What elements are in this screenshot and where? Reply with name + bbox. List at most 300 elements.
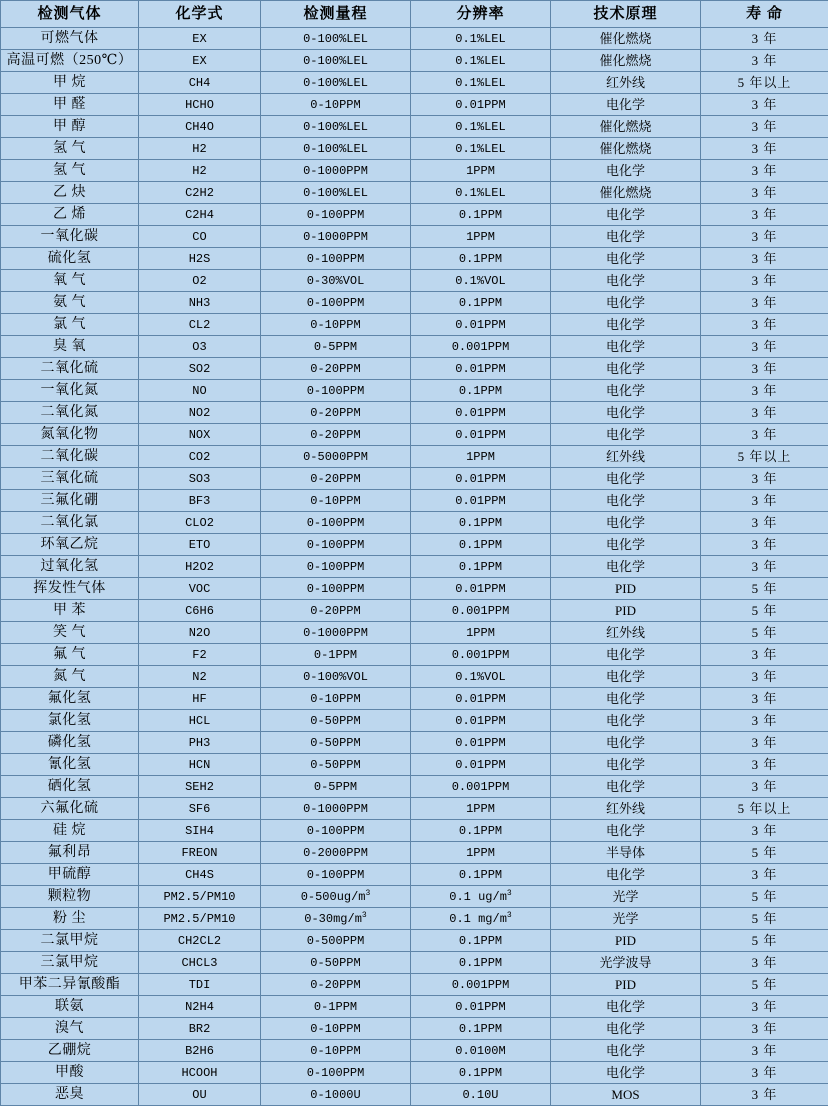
table-row <box>1 512 828 534</box>
cell-range: 0-2000PPM <box>261 842 411 864</box>
cell-resolution: 0.1PPM <box>411 820 551 842</box>
cell-life: 5 年以上 <box>701 72 828 94</box>
cell-formula: H2S <box>139 248 261 270</box>
cell-formula: CH4S <box>139 864 261 886</box>
cell-gas: 氮氧化物 <box>1 424 139 446</box>
cell-range: 0-10PPM <box>261 314 411 336</box>
cell-principle: 电化学 <box>551 754 701 776</box>
table-body <box>1 28 828 1106</box>
cell-gas: 臭 氧 <box>1 336 139 358</box>
cell-gas: 高温可燃（250℃） <box>1 50 139 72</box>
cell-formula: O2 <box>139 270 261 292</box>
cell-formula: N2 <box>139 666 261 688</box>
cell-range: 0-10PPM <box>261 688 411 710</box>
cell-resolution: 0.0100M <box>411 1040 551 1062</box>
table-row <box>1 94 828 116</box>
table-row <box>1 754 828 776</box>
cell-formula: SO3 <box>139 468 261 490</box>
cell-life: 5 年 <box>701 842 828 864</box>
cell-range: 0-100%LEL <box>261 50 411 72</box>
cell-principle: 电化学 <box>551 996 701 1018</box>
cell-life: 3 年 <box>701 1084 828 1106</box>
cell-life: 3 年 <box>701 358 828 380</box>
cell-formula: EX <box>139 50 261 72</box>
cell-gas: 硫化氢 <box>1 248 139 270</box>
cell-range: 0-50PPM <box>261 732 411 754</box>
cell-range: $0-30mg/m^3$ <box>261 908 411 930</box>
cell-gas: 氰化氢 <box>1 754 139 776</box>
cell-gas: 甲苯二异氰酸酯 <box>1 974 139 996</box>
cell-gas: 二氧化氮 <box>1 402 139 424</box>
cell-resolution: 0.01PPM <box>411 490 551 512</box>
table-row <box>1 666 828 688</box>
cell-resolution: 0.01PPM <box>411 358 551 380</box>
table-row <box>1 50 828 72</box>
cell-principle: 半导体 <box>551 842 701 864</box>
cell-principle: 电化学 <box>551 776 701 798</box>
cell-range: 0-1000PPM <box>261 226 411 248</box>
cell-resolution: 0.1PPM <box>411 1018 551 1040</box>
cell-life: 3 年 <box>701 138 828 160</box>
cell-resolution: 0.01PPM <box>411 314 551 336</box>
table-row <box>1 864 828 886</box>
table-row <box>1 578 828 600</box>
cell-principle: 电化学 <box>551 380 701 402</box>
table-row <box>1 380 828 402</box>
table-row <box>1 226 828 248</box>
cell-principle: 电化学 <box>551 688 701 710</box>
cell-life: 3 年 <box>701 820 828 842</box>
table-row <box>1 270 828 292</box>
cell-life: 3 年 <box>701 490 828 512</box>
cell-range: 0-20PPM <box>261 600 411 622</box>
cell-range: 0-1000PPM <box>261 798 411 820</box>
cell-principle: MOS <box>551 1084 701 1106</box>
cell-gas: 过氧化氢 <box>1 556 139 578</box>
column-header-resolution: 分辨率 <box>411 1 551 28</box>
cell-resolution: 0.001PPM <box>411 776 551 798</box>
table-row <box>1 248 828 270</box>
cell-principle: 催化燃烧 <box>551 50 701 72</box>
table-row <box>1 996 828 1018</box>
cell-formula: CL2 <box>139 314 261 336</box>
table-row <box>1 776 828 798</box>
cell-gas: 乙 炔 <box>1 182 139 204</box>
cell-life: 3 年 <box>701 996 828 1018</box>
cell-life: 3 年 <box>701 688 828 710</box>
cell-gas: 二氧化硫 <box>1 358 139 380</box>
cell-life: 5 年 <box>701 578 828 600</box>
cell-formula: F2 <box>139 644 261 666</box>
cell-life: 3 年 <box>701 732 828 754</box>
cell-principle: 红外线 <box>551 622 701 644</box>
cell-resolution: 0.1PPM <box>411 534 551 556</box>
cell-formula: HCN <box>139 754 261 776</box>
table-row <box>1 28 828 50</box>
cell-resolution: 0.1%VOL <box>411 270 551 292</box>
cell-resolution: 0.1PPM <box>411 930 551 952</box>
table-header-row <box>1 1 828 28</box>
cell-formula: C2H2 <box>139 182 261 204</box>
cell-principle: 电化学 <box>551 820 701 842</box>
cell-gas: 一氧化氮 <box>1 380 139 402</box>
cell-range: 0-10PPM <box>261 1018 411 1040</box>
cell-formula: H2O2 <box>139 556 261 578</box>
table-row <box>1 116 828 138</box>
cell-resolution: 0.01PPM <box>411 732 551 754</box>
cell-gas: 联氨 <box>1 996 139 1018</box>
cell-range: 0-100%LEL <box>261 28 411 50</box>
cell-resolution: 0.001PPM <box>411 644 551 666</box>
table-row <box>1 534 828 556</box>
cell-formula: HCL <box>139 710 261 732</box>
cell-resolution: 0.1PPM <box>411 1062 551 1084</box>
cell-resolution: 0.1%LEL <box>411 72 551 94</box>
cell-principle: 电化学 <box>551 402 701 424</box>
table-row <box>1 952 828 974</box>
cell-life: 3 年 <box>701 424 828 446</box>
cell-life: 3 年 <box>701 182 828 204</box>
cell-gas: 甲硫醇 <box>1 864 139 886</box>
table-row <box>1 974 828 996</box>
cell-range: 0-100PPM <box>261 292 411 314</box>
column-header-principle: 技术原理 <box>551 1 701 28</box>
cell-range: 0-5PPM <box>261 776 411 798</box>
cell-gas: 氟利昂 <box>1 842 139 864</box>
cell-formula: H2 <box>139 138 261 160</box>
cell-range: 0-20PPM <box>261 358 411 380</box>
cell-formula: NH3 <box>139 292 261 314</box>
cell-principle: 电化学 <box>551 94 701 116</box>
cell-range: 0-30%VOL <box>261 270 411 292</box>
cell-formula: PM2.5/PM10 <box>139 886 261 908</box>
cell-principle: PID <box>551 578 701 600</box>
cell-range: 0-1PPM <box>261 644 411 666</box>
cell-life: 5 年 <box>701 886 828 908</box>
cell-resolution: 0.001PPM <box>411 974 551 996</box>
cell-principle: 电化学 <box>551 710 701 732</box>
cell-principle: 电化学 <box>551 358 701 380</box>
cell-range: 0-50PPM <box>261 754 411 776</box>
cell-life: 3 年 <box>701 952 828 974</box>
table-row <box>1 798 828 820</box>
cell-life: 3 年 <box>701 644 828 666</box>
table-row <box>1 600 828 622</box>
cell-range: $0-500ug/m^3$ <box>261 886 411 908</box>
cell-gas: 甲 醇 <box>1 116 139 138</box>
cell-formula: FREON <box>139 842 261 864</box>
cell-range: 0-10PPM <box>261 490 411 512</box>
cell-principle: 电化学 <box>551 534 701 556</box>
table-row <box>1 556 828 578</box>
cell-principle: 电化学 <box>551 204 701 226</box>
cell-life: 3 年 <box>701 292 828 314</box>
cell-range: 0-20PPM <box>261 402 411 424</box>
cell-resolution: 0.01PPM <box>411 688 551 710</box>
cell-formula: B2H6 <box>139 1040 261 1062</box>
cell-resolution: 0.1%LEL <box>411 182 551 204</box>
cell-formula: BR2 <box>139 1018 261 1040</box>
cell-resolution: 0.1PPM <box>411 556 551 578</box>
cell-gas: 氢 气 <box>1 138 139 160</box>
cell-gas: 一氧化碳 <box>1 226 139 248</box>
table-row <box>1 1084 828 1106</box>
cell-gas: 磷化氢 <box>1 732 139 754</box>
cell-formula: C2H4 <box>139 204 261 226</box>
table-row <box>1 820 828 842</box>
cell-range: 0-100PPM <box>261 204 411 226</box>
cell-gas: 氮 气 <box>1 666 139 688</box>
table-row <box>1 468 828 490</box>
cell-resolution: 0.1 $mg/m^3$ <box>411 908 551 930</box>
cell-life: 5 年以上 <box>701 446 828 468</box>
table-row <box>1 710 828 732</box>
cell-gas: 氟 气 <box>1 644 139 666</box>
cell-principle: 电化学 <box>551 292 701 314</box>
cell-principle: 催化燃烧 <box>551 182 701 204</box>
cell-range: 0-1PPM <box>261 996 411 1018</box>
cell-gas: 氢 气 <box>1 160 139 182</box>
table-row <box>1 204 828 226</box>
cell-principle: 电化学 <box>551 512 701 534</box>
cell-principle: 电化学 <box>551 556 701 578</box>
cell-principle: 光学 <box>551 908 701 930</box>
cell-range: 0-1000PPM <box>261 160 411 182</box>
cell-principle: 催化燃烧 <box>551 116 701 138</box>
cell-formula: CLO2 <box>139 512 261 534</box>
cell-gas: 三氧化硫 <box>1 468 139 490</box>
cell-life: 5 年 <box>701 930 828 952</box>
cell-formula: NO <box>139 380 261 402</box>
cell-formula: PH3 <box>139 732 261 754</box>
cell-principle: 红外线 <box>551 446 701 468</box>
cell-principle: 电化学 <box>551 270 701 292</box>
cell-resolution: 0.01PPM <box>411 468 551 490</box>
cell-resolution: 0.1PPM <box>411 292 551 314</box>
cell-principle: 电化学 <box>551 1040 701 1062</box>
cell-formula: EX <box>139 28 261 50</box>
cell-principle: PID <box>551 600 701 622</box>
cell-resolution: 0.001PPM <box>411 336 551 358</box>
table-row <box>1 908 828 930</box>
cell-principle: 电化学 <box>551 468 701 490</box>
cell-resolution: 0.01PPM <box>411 578 551 600</box>
cell-life: 3 年 <box>701 512 828 534</box>
cell-principle: 催化燃烧 <box>551 138 701 160</box>
cell-principle: 电化学 <box>551 1062 701 1084</box>
cell-principle: PID <box>551 974 701 996</box>
table-row <box>1 1040 828 1062</box>
cell-life: 3 年 <box>701 666 828 688</box>
cell-resolution: 0.01PPM <box>411 402 551 424</box>
cell-gas: 环氧乙烷 <box>1 534 139 556</box>
cell-resolution: 0.001PPM <box>411 600 551 622</box>
cell-formula: N2H4 <box>139 996 261 1018</box>
table-row <box>1 886 828 908</box>
cell-principle: 光学 <box>551 886 701 908</box>
cell-resolution: 1PPM <box>411 446 551 468</box>
cell-life: 3 年 <box>701 710 828 732</box>
cell-resolution: 0.01PPM <box>411 754 551 776</box>
cell-life: 3 年 <box>701 204 828 226</box>
cell-life: 3 年 <box>701 50 828 72</box>
column-header-range: 检测量程 <box>261 1 411 28</box>
cell-gas: 三氟化硼 <box>1 490 139 512</box>
cell-formula: HCOOH <box>139 1062 261 1084</box>
cell-resolution: 0.1PPM <box>411 512 551 534</box>
cell-principle: 红外线 <box>551 798 701 820</box>
cell-principle: 电化学 <box>551 336 701 358</box>
cell-principle: 光学波导 <box>551 952 701 974</box>
cell-life: 3 年 <box>701 754 828 776</box>
cell-range: 0-1000PPM <box>261 622 411 644</box>
cell-life: 3 年 <box>701 336 828 358</box>
cell-range: 0-100%VOL <box>261 666 411 688</box>
table-row <box>1 424 828 446</box>
cell-range: 0-50PPM <box>261 710 411 732</box>
cell-resolution: 0.01PPM <box>411 710 551 732</box>
cell-resolution: 0.01PPM <box>411 996 551 1018</box>
cell-formula: HF <box>139 688 261 710</box>
cell-gas: 可燃气体 <box>1 28 139 50</box>
cell-gas: 氟化氢 <box>1 688 139 710</box>
cell-gas: 氯化氢 <box>1 710 139 732</box>
cell-principle: 电化学 <box>551 424 701 446</box>
cell-gas: 溴气 <box>1 1018 139 1040</box>
table-row <box>1 688 828 710</box>
cell-life: 3 年 <box>701 94 828 116</box>
table-row <box>1 1018 828 1040</box>
cell-resolution: 0.1PPM <box>411 380 551 402</box>
cell-formula: CH4O <box>139 116 261 138</box>
cell-principle: 电化学 <box>551 314 701 336</box>
cell-principle: 电化学 <box>551 732 701 754</box>
cell-life: 3 年 <box>701 270 828 292</box>
cell-range: 0-100PPM <box>261 820 411 842</box>
cell-principle: 电化学 <box>551 1018 701 1040</box>
cell-life: 5 年 <box>701 622 828 644</box>
cell-range: 0-100%LEL <box>261 182 411 204</box>
cell-gas: 氧 气 <box>1 270 139 292</box>
cell-range: 0-10PPM <box>261 94 411 116</box>
cell-formula: TDI <box>139 974 261 996</box>
cell-resolution: 0.1 $ug/m^3$ <box>411 886 551 908</box>
cell-range: 0-100PPM <box>261 380 411 402</box>
cell-formula: CH4 <box>139 72 261 94</box>
cell-life: 3 年 <box>701 776 828 798</box>
column-header-formula: 化学式 <box>139 1 261 28</box>
cell-formula: NO2 <box>139 402 261 424</box>
cell-range: 0-100%LEL <box>261 116 411 138</box>
cell-formula: ETO <box>139 534 261 556</box>
cell-range: 0-100%LEL <box>261 138 411 160</box>
cell-gas: 笑 气 <box>1 622 139 644</box>
table-row <box>1 138 828 160</box>
cell-life: 5 年以上 <box>701 798 828 820</box>
cell-life: 3 年 <box>701 380 828 402</box>
cell-gas: 恶臭 <box>1 1084 139 1106</box>
table-row <box>1 160 828 182</box>
cell-principle: 电化学 <box>551 490 701 512</box>
cell-principle: 电化学 <box>551 666 701 688</box>
cell-formula: SF6 <box>139 798 261 820</box>
cell-principle: 电化学 <box>551 248 701 270</box>
cell-range: 0-20PPM <box>261 424 411 446</box>
cell-life: 3 年 <box>701 402 828 424</box>
cell-principle: 催化燃烧 <box>551 28 701 50</box>
cell-life: 3 年 <box>701 1018 828 1040</box>
cell-range: 0-5000PPM <box>261 446 411 468</box>
cell-principle: 电化学 <box>551 160 701 182</box>
table-row <box>1 490 828 512</box>
cell-life: 5 年 <box>701 974 828 996</box>
cell-range: 0-500PPM <box>261 930 411 952</box>
cell-range: 0-100PPM <box>261 248 411 270</box>
cell-formula: SO2 <box>139 358 261 380</box>
cell-resolution: 1PPM <box>411 160 551 182</box>
cell-range: 0-100PPM <box>261 578 411 600</box>
cell-resolution: 0.1%LEL <box>411 50 551 72</box>
column-header-life: 寿 命 <box>701 1 828 28</box>
cell-gas: 氯 气 <box>1 314 139 336</box>
cell-formula: CHCL3 <box>139 952 261 974</box>
cell-gas: 甲 烷 <box>1 72 139 94</box>
cell-gas: 颗粒物 <box>1 886 139 908</box>
cell-range: 0-100PPM <box>261 534 411 556</box>
cell-resolution: 1PPM <box>411 798 551 820</box>
cell-gas: 甲酸 <box>1 1062 139 1084</box>
cell-life: 3 年 <box>701 864 828 886</box>
cell-resolution: 0.01PPM <box>411 424 551 446</box>
cell-life: 3 年 <box>701 1040 828 1062</box>
table-row <box>1 292 828 314</box>
cell-gas: 硅 烷 <box>1 820 139 842</box>
cell-resolution: 0.1%VOL <box>411 666 551 688</box>
cell-gas: 甲 苯 <box>1 600 139 622</box>
table-row <box>1 930 828 952</box>
cell-range: 0-100%LEL <box>261 72 411 94</box>
table-row <box>1 446 828 468</box>
cell-gas: 二氧化氯 <box>1 512 139 534</box>
table-row <box>1 402 828 424</box>
cell-principle: 红外线 <box>551 72 701 94</box>
cell-formula: VOC <box>139 578 261 600</box>
cell-range: 0-5PPM <box>261 336 411 358</box>
table-row <box>1 842 828 864</box>
table-row <box>1 336 828 358</box>
cell-resolution: 1PPM <box>411 622 551 644</box>
cell-formula: OU <box>139 1084 261 1106</box>
cell-life: 5 年 <box>701 600 828 622</box>
cell-range: 0-10PPM <box>261 1040 411 1062</box>
cell-formula: CO <box>139 226 261 248</box>
cell-resolution: 0.1%LEL <box>411 116 551 138</box>
cell-life: 3 年 <box>701 160 828 182</box>
cell-gas: 乙 烯 <box>1 204 139 226</box>
cell-formula: O3 <box>139 336 261 358</box>
cell-gas: 粉 尘 <box>1 908 139 930</box>
cell-range: 0-1000U <box>261 1084 411 1106</box>
cell-gas: 氨 气 <box>1 292 139 314</box>
cell-formula: CH2CL2 <box>139 930 261 952</box>
cell-resolution: 1PPM <box>411 842 551 864</box>
table-row <box>1 72 828 94</box>
cell-life: 3 年 <box>701 116 828 138</box>
cell-principle: 电化学 <box>551 644 701 666</box>
cell-life: 3 年 <box>701 534 828 556</box>
cell-principle: 电化学 <box>551 226 701 248</box>
cell-gas: 六氟化硫 <box>1 798 139 820</box>
